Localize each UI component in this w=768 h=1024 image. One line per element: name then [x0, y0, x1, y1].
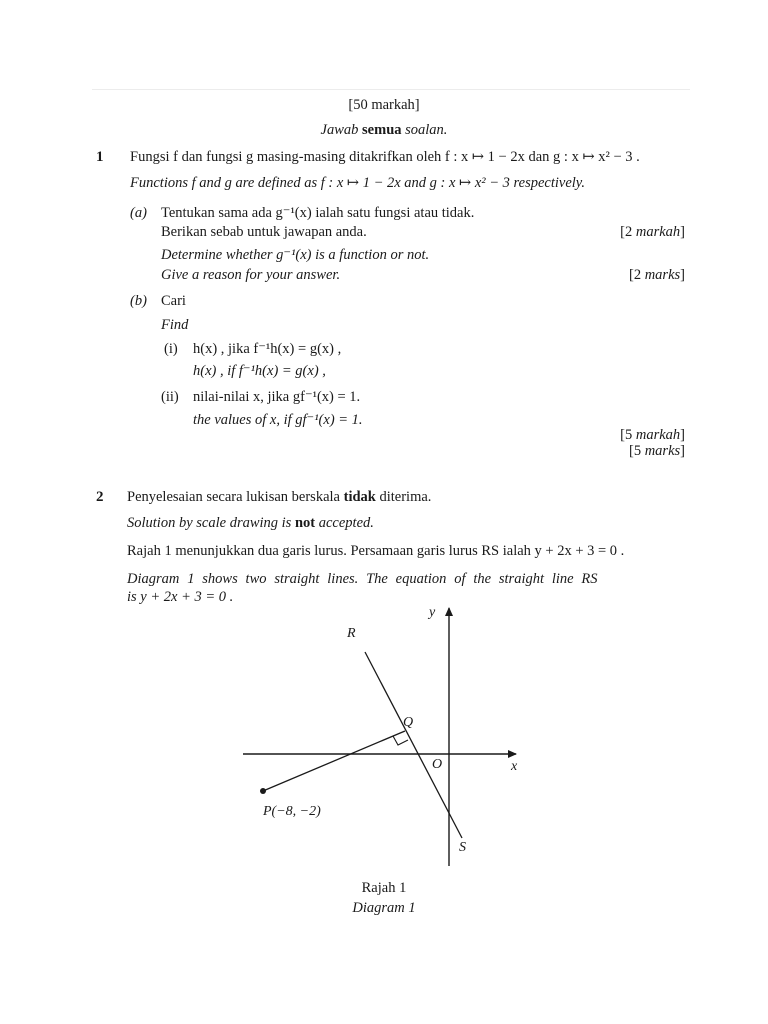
label-y: y: [429, 605, 436, 620]
instruction-bold: semua: [362, 122, 402, 138]
diagram-caption-en: Diagram 1: [352, 900, 416, 916]
q1a-line2-en: Give a reason for your answer.: [161, 267, 341, 283]
q1b-ii-ms: nilai-nilai x, jika gf⁻¹(x) = 1.: [193, 389, 361, 405]
q1-stem-en: Functions f and g are defined as f : x ↦ 1 − 2x and g : x ↦ x² − 3 respectively.: [130, 175, 586, 191]
q2-note-en-suffix: accepted.: [315, 515, 374, 531]
q2-note-ms-prefix: Penyelesaian secara lukisan berskala: [127, 489, 344, 505]
line-pq: [263, 731, 405, 791]
q1b-i-label: (i): [164, 341, 178, 357]
label-r: R: [347, 626, 356, 641]
q2-stem-en-line1: Diagram 1 shows two straight lines. The equation of the straight line RS: [127, 571, 598, 587]
q1a-label: (a): [130, 205, 147, 221]
q1b-i-ms: h(x) , jika f⁻¹h(x) = g(x) ,: [193, 341, 342, 357]
q1a-marks-en: [2 marks]: [628, 267, 685, 283]
q1a-line2-ms: Berikan sebab untuk jawapan anda.: [161, 224, 367, 240]
q2-stem-en-line2: is y + 2x + 3 = 0 .: [127, 589, 234, 605]
q1b-i-en: h(x) , if f⁻¹h(x) = g(x) ,: [193, 363, 326, 379]
q1a-line1-en: Determine whether g⁻¹(x) is a function or not.: [161, 247, 430, 263]
q1b-ii-en: the values of x, if gf⁻¹(x) = 1.: [193, 412, 363, 428]
instruction-suffix: soalan.: [401, 122, 448, 138]
diagram-caption-ms: Rajah 1: [361, 880, 407, 896]
line-rs: [365, 652, 462, 838]
q1b-ii-label: (ii): [161, 389, 179, 405]
q1-number: 1: [96, 149, 104, 165]
q2-stem-ms: Rajah 1 menunjukkan dua garis lurus. Persamaan garis lurus RS ialah y + 2x + 3 = 0 .: [127, 543, 625, 559]
point-p-dot: [260, 788, 266, 794]
instruction-prefix: Jawab: [320, 122, 363, 138]
label-s: S: [459, 840, 466, 855]
label-x: x: [511, 759, 518, 774]
total-marks: [50 markah]: [348, 97, 420, 113]
q2-note-ms-suffix: diterima.: [375, 489, 432, 505]
q2-note-en-bold: not: [294, 515, 316, 531]
q1b-find-ms: Cari: [161, 293, 186, 309]
q1a-marks-ms: [2 markah]: [620, 224, 685, 240]
q2-note-ms-bold: tidak: [343, 489, 376, 505]
q1b-find-en: Find: [161, 317, 189, 333]
q2-note-en-prefix: Solution by scale drawing is: [127, 515, 295, 531]
q1b-label: (b): [130, 293, 147, 309]
q1a-line1-ms: Tentukan sama ada g⁻¹(x) ialah satu fungsi atau tidak.: [161, 205, 475, 221]
right-angle-marker: [393, 736, 408, 745]
q2-number: 2: [96, 489, 104, 505]
label-o: O: [432, 757, 443, 772]
label-q: Q: [403, 715, 414, 730]
label-p: P(−8, −2): [263, 804, 321, 819]
q1b-marks-ms: [5 markah]: [620, 427, 685, 443]
q1b-marks-en: [5 marks]: [628, 443, 685, 459]
q1-stem-ms: Fungsi f dan fungsi g masing-masing ditakrifkan oleh f : x ↦ 1 − 2x dan g : x ↦ x² − 3 .: [130, 149, 640, 165]
